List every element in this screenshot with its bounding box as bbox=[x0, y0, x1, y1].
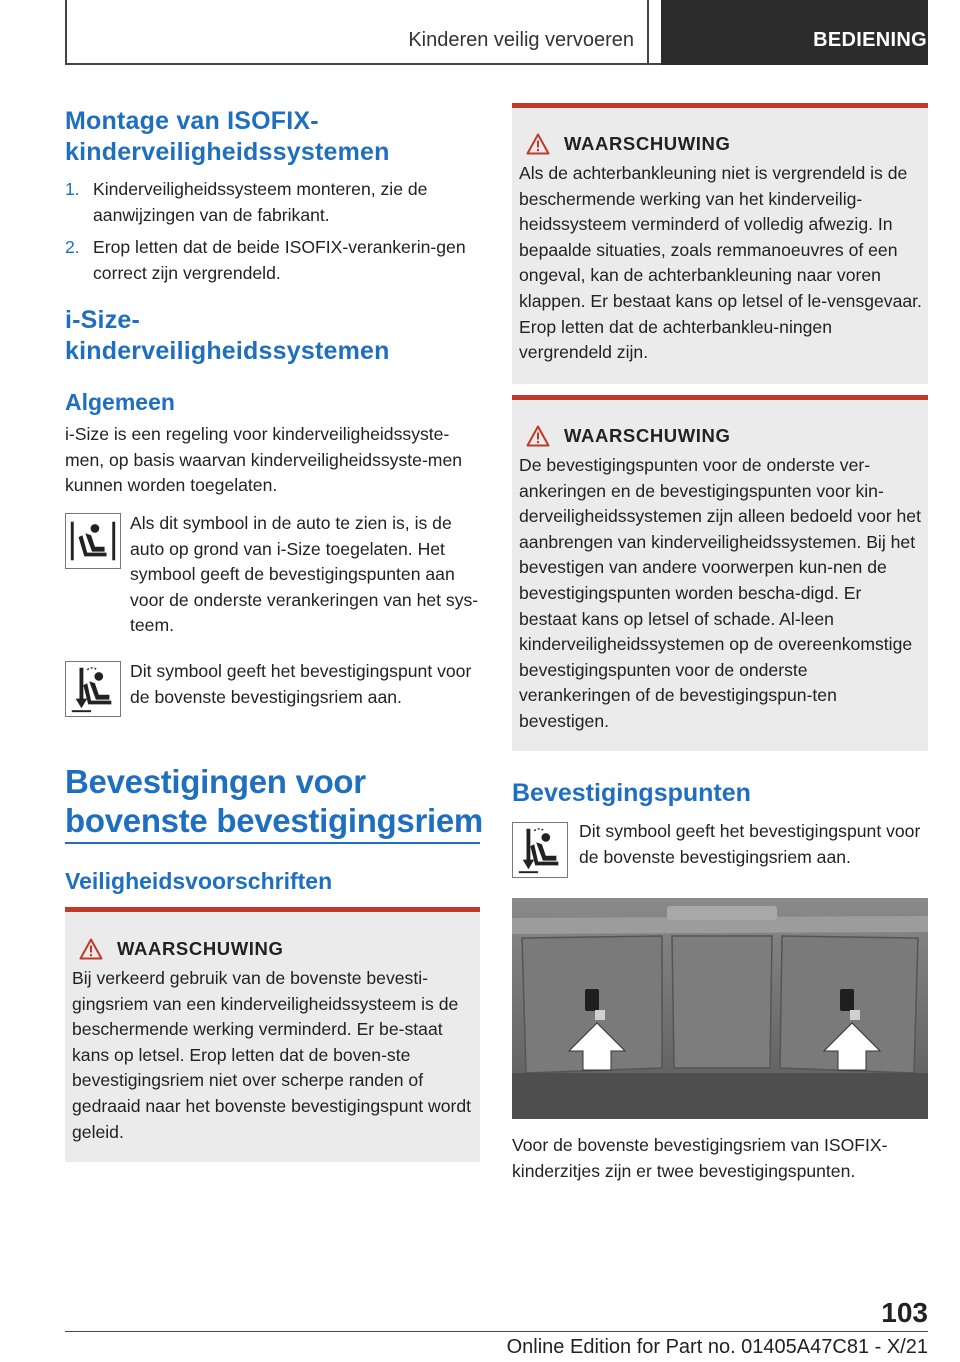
warning-text: De bevestigingspunten voor de onderste ver-ankeringen en de bevestigingspunten voor kin-derveiligheidssystemen zijn alleen bedoeld voor het aanbrengen van kinderveiligheidssystemen. Bij het bevestigen van andere voorwerpen kun-nen de bevestigingspunten worden bescha-digd. Er bestaat kans op letsel of schade. Al-leen kinderveiligheidssystemen op de overeenkomstige bevestigingspunten voor de onderste verankeringen of de bevestigingspun-ten bevestigen. bbox=[519, 455, 921, 731]
header-section bbox=[66, 0, 649, 63]
step-text: Erop letten dat de beide ISOFIX-verankerin-gen correct zijn vergrendeld. bbox=[93, 237, 466, 283]
warning-triangle-icon bbox=[79, 938, 103, 960]
warning-box bbox=[512, 395, 928, 751]
warning-box bbox=[512, 103, 928, 384]
top-tether-symbol-icon bbox=[512, 822, 568, 878]
isofix-heading: Montage van ISOFIX-kinderveiligheidssystemen bbox=[65, 107, 390, 166]
list-item bbox=[65, 235, 475, 286]
edition-text: Online Edition for Part no. 01405A47C81 - X/21 bbox=[506, 1336, 928, 1358]
safety-heading: Veiligheidsvoorschriften bbox=[65, 868, 333, 894]
left-column bbox=[65, 106, 475, 286]
general-text: i-Size is een regeling voor kinderveiligheidssyste-men, op basis waarvan kinderveiligheidssyste-men kunnen worden toegelaten. bbox=[65, 424, 463, 496]
warning-text: Als de achterbankleuning niet is vergrendeld is de beschermende werking van het kinderveilig-heidssysteem verminderd of volledig afwezig. In bepaalde situaties, zoals remmanoeuvres of een ongeval, kan de achterbankleuning naar voren klappen. Er bestaat kans op letsel of le-vensgevaar. Erop letten dat de achterbankleu-ningen vergrendeld zijn. bbox=[519, 163, 922, 363]
warning-title: WAARSCHUWING bbox=[564, 133, 731, 154]
isize-heading: i-Size-kinderveiligheidssystemen bbox=[65, 306, 390, 365]
page-number: 103 bbox=[881, 1297, 928, 1328]
warning-header bbox=[519, 133, 922, 155]
symbol1-text bbox=[130, 511, 480, 639]
warning-triangle-icon bbox=[526, 133, 550, 155]
list-item bbox=[65, 177, 475, 228]
warning-title: WAARSCHUWING bbox=[564, 425, 731, 446]
top-tether-symbol-icon bbox=[65, 661, 121, 717]
warning-title: WAARSCHUWING bbox=[117, 938, 284, 959]
trunk-photo bbox=[512, 898, 928, 1119]
warning-header bbox=[72, 938, 472, 960]
chapter-title: BEDIENING bbox=[813, 29, 927, 51]
main-heading: Bevestigingen voor bovenste bevestigingsriem bbox=[65, 763, 483, 839]
symbol1-text-content: Als dit symbool in de auto te zien is, is de auto op grond van i-Size toegelaten. Het symbool geeft de bevestigingspunten aan voor de onderste verankeringen van het sys-teem. bbox=[130, 513, 479, 636]
points-symbol-text: Dit symbool geeft het bevestigingspunt voor de bovenste bevestigingsriem aan. bbox=[579, 821, 921, 867]
photo-caption: Voor de bovenste bevestigingsriem van ISOFIX-kinderzitjes zijn er twee bevestigingspunten. bbox=[512, 1135, 888, 1181]
warning-box bbox=[65, 907, 480, 1162]
footer-rule bbox=[65, 1331, 928, 1332]
warning-triangle-icon bbox=[526, 425, 550, 447]
warning-header bbox=[519, 425, 923, 447]
section-title: Kinderen veilig vervoeren bbox=[408, 29, 634, 51]
heading-rule bbox=[65, 842, 480, 844]
warning-text: Bij verkeerd gebruik van de bovenste bevesti-gingsriem van een kinderveiligheidssysteem is de beschermende werking verminderd. Er be-staat kans op letsel. Erop letten dat de boven-ste bevestigingsriem niet over scherpe randen of gedraaid naar het bovenste bevestigingspunt wordt geleid. bbox=[72, 968, 472, 1142]
symbol2-text: Dit symbool geeft het bevestigingspunt voor de bovenste bevestigingsriem aan. bbox=[130, 661, 472, 707]
step-number: 2. bbox=[65, 237, 80, 258]
step-number: 1. bbox=[65, 179, 80, 199]
isofix-symbol-icon bbox=[65, 513, 121, 569]
trunk-anchor-illustration bbox=[512, 898, 928, 1119]
step-text: Kinderveiligheidssysteem monteren, zie de aanwijzingen van de fabrikant. bbox=[93, 179, 428, 225]
points-heading: Bevestigingspunten bbox=[512, 779, 751, 807]
header-chapter bbox=[661, 0, 928, 65]
general-heading: Algemeen bbox=[65, 389, 175, 415]
